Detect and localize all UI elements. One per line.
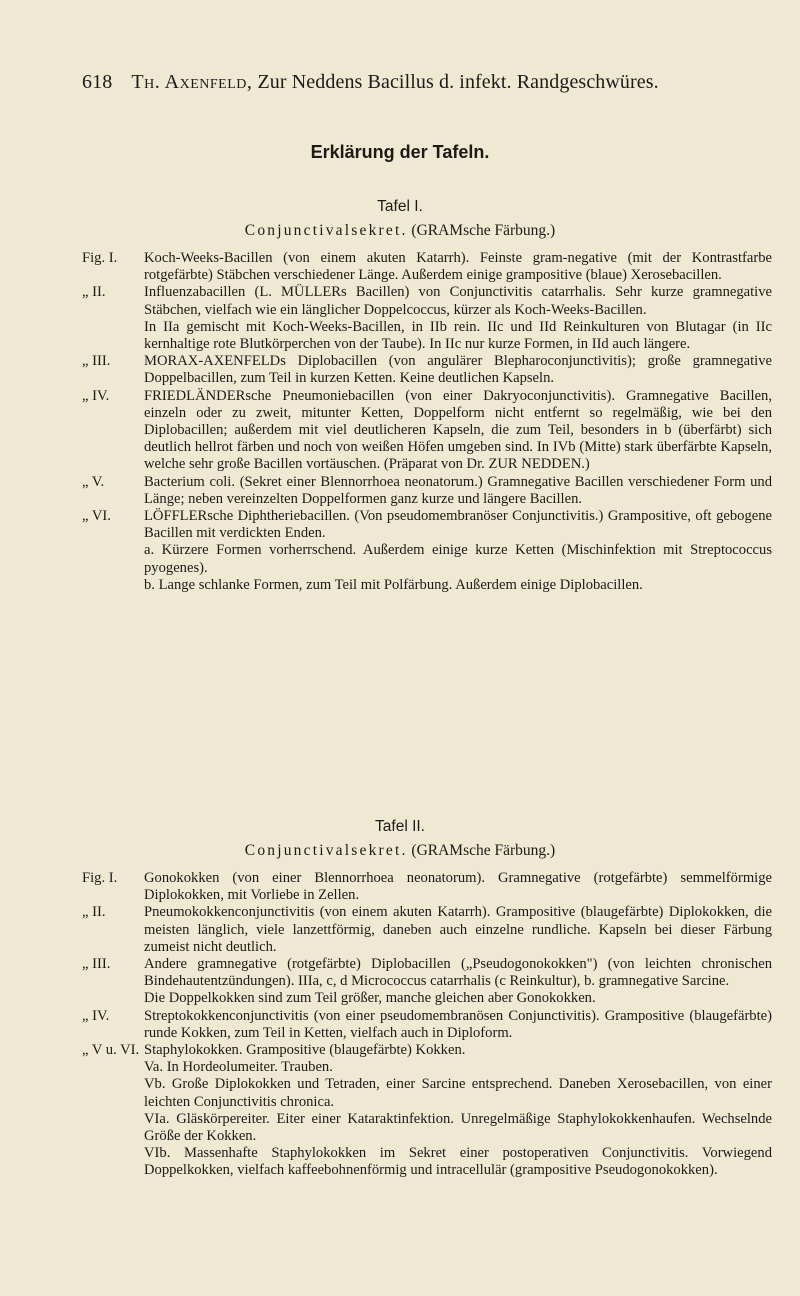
author-name: Th. Axenfeld, (131, 71, 253, 93)
plate-1-figure-list (82, 250, 772, 594)
figure-entry (82, 250, 772, 284)
figure-description-paragraph: Va. In Hordeolumeiter. Trauben. (144, 1059, 333, 1076)
plate-2-subtitle-staining: (GRAMsche Färbung.) (411, 842, 556, 859)
figure-entry (82, 508, 772, 594)
plate-2-subtitle-main: Conjunctivalsekret. (244, 842, 408, 859)
page-title: Erklärung der Tafeln. (310, 142, 490, 162)
plate-2-figure-list (82, 870, 772, 1180)
figure-description (144, 956, 772, 1008)
figure-number: „ III. (82, 353, 111, 370)
figure-number: Fig. I. (82, 250, 118, 266)
figure-entry (82, 353, 772, 387)
plate-1-title: Tafel I. (377, 198, 423, 215)
figure-entry (82, 284, 772, 353)
figure-description-paragraph: Influenzabacillen (L. MÜLLERs Bacillen) von Conjunctivitis catarrhalis. Sehr kurze gramnegative Stäbchen, vielfach wie ein länglicher Doppelcoccus, kürzer als Koch-Weeks-Bacillen. (144, 284, 772, 318)
figure-description (144, 904, 772, 956)
figure-description-paragraph: VIa. Gläskörpereiter. Eiter einer Kataraktinfektion. Unregelmäßige Staphylokokkenhaufen. Wechselnde Größe der Kokken. (144, 1110, 772, 1145)
figure-entry (82, 474, 772, 508)
figure-description-paragraph: LÖFFLERsche Diphtheriebacillen. (Von pseudomembranöser Conjunctivitis.) Grampositive, oft gebogene Bacillen mit verdickten Enden. (144, 508, 772, 542)
figure-entry (82, 1042, 772, 1180)
plate-2-subtitle (0, 842, 800, 860)
figure-description-paragraph: b. Lange schlanke Formen, zum Teil mit Polfärbung. Außerdem einige Diplobacillen. (144, 576, 643, 593)
figure-number: „ III. (82, 956, 111, 973)
figure-description-paragraph: Bacterium coli. (Sekret einer Blennorrhoea neonatorum.) Gramnegative Bacillen verschiedener Form und Länge; neben vereinzelten Doppelformen ganz kurze und längere Bacillen. (144, 473, 772, 507)
figure-description (144, 250, 772, 284)
figure-entry (82, 956, 772, 1008)
figure-description-paragraph: FRIEDLÄNDERsche Pneumoniebacillen (von einer Dakryoconjunctivitis). Gramnegative Bacillen, einzeln oder zu zweit, mitunter Ketten, Doppelform nicht entfernt so regelmäßig, wie bei den Diplobacillen; außerdem mit viel deutlicheren Kapseln, die zum Teil, besonders in b (überfärbt) sich deutlich hellrot färben und noch von weißen Höfen umgeben sind. In IVb (Mitte) stark überfärbte Kapseln, welche sehr große Bacillen vortäuschen. (Präparat von Dr. ZUR NEDDEN.) (144, 387, 772, 473)
figure-entry (82, 904, 772, 956)
running-head (82, 71, 762, 94)
figure-description-paragraph: MORAX-AXENFELDs Diplobacillen (von angulärer Blepharoconjunctivitis); große gramnegative Doppelbacillen, zum Teil in kurzen Ketten. Keine deutlichen Kapseln. (144, 353, 772, 387)
figure-description-paragraph: VIb. Massenhafte Staphylokokken im Sekret einer postoperativen Conjunctivitis. Vorwiegend Doppelkokken, vielfach kaffeebohnenförmig und intracellulär (grampositive Pseudogonokokken). (144, 1145, 772, 1179)
figure-entry (82, 388, 772, 474)
figure-description-paragraph: Streptokokkenconjunctivitis (von einer pseudomembranösen Conjunctivitis). Grampositive (blaugefärbte) runde Kokken, zum Teil in Ketten, vielfach auch in Diploform. (144, 1007, 772, 1041)
figure-description (144, 388, 772, 474)
plate-2-heading (0, 818, 800, 860)
figure-number: „ V u. VI. (82, 1042, 140, 1059)
article-title: Zur Neddens Bacillus d. infekt. Randgeschwüres. (257, 71, 659, 93)
figure-entry (82, 1008, 772, 1042)
figure-description (144, 870, 772, 904)
plate-1-heading (0, 198, 800, 240)
figure-description-paragraph: Gonokokken (von einer Blennorrhoea neonatorum). Gramnegative (rotgefärbte) semmelförmige Diplokokken, mit Vorliebe in Zellen. (144, 870, 772, 904)
plate-1-subtitle (0, 222, 800, 240)
figure-number: „ II. (82, 904, 106, 921)
figure-description-paragraph: Staphylokokken. Grampositive (blaugefärbte) Kokken. (144, 1042, 466, 1059)
figure-number: „ VI. (82, 508, 111, 525)
figure-entry (82, 870, 772, 904)
figure-description (144, 474, 772, 508)
figure-description-paragraph: Koch-Weeks-Bacillen (von einem akuten Katarrh). Feinste gram-negative (mit der Kontrastfarbe rotgefärbte) Stäbchen verschiedener Länge. Außerdem einige grampositive (blaue) Xerosebacillen. (144, 250, 772, 284)
figure-description-paragraph: Die Doppelkokken sind zum Teil größer, manche gleichen aber Gonokokken. (144, 990, 596, 1007)
figure-number: „ IV. (82, 1007, 110, 1024)
figure-description-paragraph: a. Kürzere Formen vorherrschend. Außerdem einige kurze Ketten (Mischinfektion mit Streptococcus pyogenes). (144, 542, 772, 576)
figure-number: „ II. (82, 284, 106, 301)
plate-1-subtitle-staining: (GRAMsche Färbung.) (411, 222, 556, 239)
figure-description (144, 1008, 772, 1042)
figure-number: Fig. I. (82, 870, 118, 886)
figure-description-paragraph: Andere gramnegative (rotgefärbte) Diplobacillen („Pseudogonokokken") (von leichten chronischen Bindehautentzündungen). IIIa, c, d Micrococcus catarrhalis (c Reinkultur), b. gramnegative Sarcine. (144, 956, 772, 990)
plate-1-subtitle-main: Conjunctivalsekret. (244, 222, 408, 239)
figure-description (144, 1042, 772, 1180)
figure-description-paragraph: Pneumokokkenconjunctivitis (von einem akuten Katarrh). Grampositive (blaugefärbte) Diplokokken, die meisten länglich, viele lanzettförmig, daneben auch einzelne rundliche. Kapseln bei dieser Färbung zumeist nicht deutlich. (144, 904, 772, 955)
figure-description (144, 508, 772, 594)
figure-number: „ V. (82, 473, 105, 490)
figure-description (144, 353, 772, 387)
figure-description-paragraph: In IIa gemischt mit Koch-Weeks-Bacillen, in IIb rein. IIc und IId Reinkulturen von Blutagar (in IIc kernhaltige rote Blutkörperchen von der Taube). In IIc nur kurze Formen, in IId auch längere. (144, 318, 772, 353)
page-number: 618 (82, 71, 113, 93)
figure-description-paragraph: Vb. Große Diplokokken und Tetraden, einer Sarcine entsprechend. Daneben Xerosebacillen, von einer leichten Conjunctivitis chronica. (144, 1076, 772, 1110)
figure-number: „ IV. (82, 387, 110, 404)
plate-2-title: Tafel II. (375, 818, 425, 835)
figure-description (144, 284, 772, 353)
